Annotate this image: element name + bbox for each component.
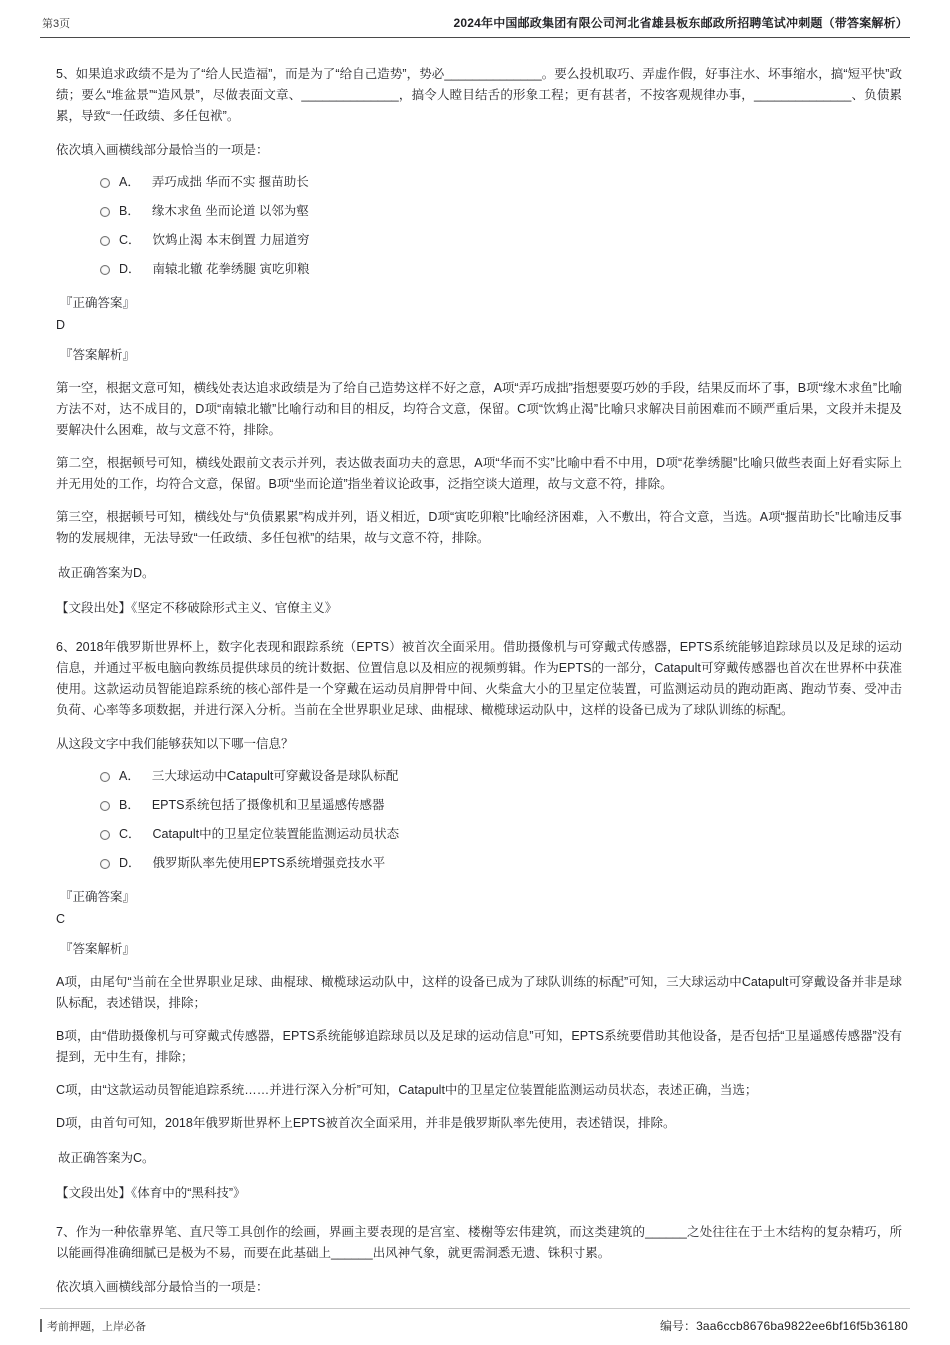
analysis-paragraph: B项，由“借助摄像机与可穿戴式传感器，EPTS系统能够追踪球员以及足球的运动信息”可知，EPTS系统要借助其他设备，是否包括“卫星遥感传感器”没有提到，无中生有，排除； (56, 1029, 902, 1064)
analysis-paragraph: A项，由尾句“当前在全世界职业足球、曲棍球、橄榄球运动队中，这样的设备已成为了球队训练的标配”可知，三大球运动中Catapult可穿戴设备并非是球队标配，表述错误，排除； (56, 975, 902, 1010)
option-text: 缘木求鱼 坐而论道 以邻为壑 (151, 204, 309, 218)
radio-button-icon[interactable] (100, 859, 110, 869)
option-letter: C． (119, 827, 141, 841)
footer-slogan: 考前押题，上岸必备 (47, 1320, 146, 1333)
answer-value: C (56, 912, 66, 926)
options-group (56, 168, 902, 284)
analysis-paragraph: D项，由首句可知，2018年俄罗斯世界杯上EPTS被首次全面采用，并非是俄罗斯队率先使用，表述错误，排除。 (56, 1116, 676, 1130)
option-row[interactable] (56, 791, 902, 820)
page-number: 第3页 (42, 18, 71, 30)
page-footer (40, 1308, 910, 1345)
analysis-paragraph: 第三空，根据顿号可知，横线处与“负债累累”构成并列，语义相近，D项“寅吃卯粮”比喻经济困难，入不敷出，符合文意，当选。A项“揠苗助长”比喻违反事物的发展规律，无法导致“一任政绩、多任包袱”的结果，故与文意不符，排除。 (56, 510, 902, 545)
option-letter: D． (119, 262, 141, 276)
radio-button-icon[interactable] (100, 830, 110, 840)
option-row[interactable] (56, 226, 902, 255)
analysis-paragraph: 第一空，根据文意可知，横线处表达追求政绩是为了给自己造势这样不好之意，A项“弄巧成拙”指想要耍巧妙的手段，结果反而坏了事，B项“缘木求鱼”比喻方法不对，达不成目的，D项“南辕北辙”比喻行动和目的相反，均符合文意，保留。C项“饮鸩止渴”比喻只求解决目前困难而不顾严重后果，文段并未提及要解决什么困难，故与文意不符，排除。 (56, 381, 902, 437)
radio-button-icon[interactable] (100, 801, 110, 811)
option-row[interactable] (56, 849, 902, 878)
option-text: 俄罗斯队率先使用EPTS系统增强竞技水平 (152, 856, 386, 870)
source-note: 【文段出处】《坚定不移破除形式主义、官僚主义》 (56, 601, 338, 615)
question-prompt: 依次填入画横线部分最恰当的一项是： (56, 1280, 269, 1294)
option-letter: B． (119, 798, 140, 812)
radio-button-icon[interactable] (100, 265, 110, 275)
option-text: EPTS系统包括了摄像机和卫星遥感传感器 (151, 798, 385, 812)
footer-marker-bar (40, 1319, 42, 1332)
document-title: 2024年中国邮政集团有限公司河北省雄县板东邮政所招聘笔试冲刺题（带答案解析） (453, 16, 908, 30)
source-note: 【文段出处】《体育中的“黑科技”》 (56, 1186, 246, 1200)
answer-header: 『正确答案』 (60, 890, 136, 904)
question-block (56, 1222, 902, 1298)
option-row[interactable] (56, 820, 902, 849)
answer-conclusion: 故正确答案为C。 (58, 1151, 155, 1165)
answer-value: D (56, 318, 66, 332)
option-row[interactable] (56, 197, 902, 226)
option-letter: A． (119, 175, 140, 189)
radio-button-icon[interactable] (100, 178, 110, 188)
option-text: 饮鸩止渴 本末倒置 力屈道穷 (152, 233, 310, 247)
question-block (56, 64, 902, 619)
option-letter: B． (119, 204, 140, 218)
analysis-header: 『答案解析』 (60, 348, 136, 362)
option-row[interactable] (56, 762, 902, 791)
questions (40, 38, 910, 1308)
radio-button-icon[interactable] (100, 772, 110, 782)
option-text: 弄巧成拙 华而不实 揠苗助长 (151, 175, 309, 189)
analysis-header: 『答案解析』 (60, 942, 136, 956)
question-prompt: 从这段文字中我们能够获知以下哪一信息？ (56, 737, 294, 751)
option-text: Catapult中的卫星定位装置能监测运动员状态 (152, 827, 400, 841)
option-letter: D． (119, 856, 141, 870)
page-header (40, 10, 910, 38)
footer-serial-code: 3aa6ccb8676ba9822ee6bf16f5b36180 (696, 1319, 908, 1333)
footer-serial-label: 编号： (660, 1319, 697, 1333)
analysis-paragraph: 第二空，根据顿号可知，横线处跟前文表示并列，表达做表面功夫的意思，A项“华而不实”比喻中看不中用，D项“花拳绣腿”比喻只做些表面上好看实际上并无用处的工作，均符合文意，保留。B项“坐而论道”指坐着议论政事，泛指空谈大道理，故与文意不符，排除。 (56, 456, 902, 491)
answer-conclusion: 故正确答案为D。 (58, 566, 155, 580)
answer-header: 『正确答案』 (60, 296, 136, 310)
question-stem: 5、如果追求政绩不是为了“给人民造福”，而是为了“给自己造势”，势必______________。要么投机取巧、弄虚作假，好事注水、坏事缩水，搞“短平快”政绩；要么“堆盆景”“造风景”，尽做表面文章、______________，搞令人瞠目结舌的形象工程；更有甚者，不按客观规律办事，______________、负债累累，导致“一任政绩、多任包袱”。 (56, 67, 902, 123)
option-letter: A． (119, 769, 140, 783)
options-group (56, 762, 902, 878)
option-text: 三大球运动中Catapult可穿戴设备是球队标配 (151, 769, 399, 783)
footer-slogan-wrap (40, 1318, 146, 1334)
option-text: 南辕北辙 花拳绣腿 寅吃卯粮 (152, 262, 310, 276)
radio-button-icon[interactable] (100, 236, 110, 246)
option-row[interactable] (56, 255, 902, 284)
question-stem: 6、2018年俄罗斯世界杯上，数字化表现和跟踪系统（EPTS）被首次全面采用。借助摄像机与可穿戴式传感器，EPTS系统能够追踪球员以及足球的运动信息，并通过平板电脑向教练员提供球员的统计数据、位置信息以及相应的视频剪辑。作为EPTS的一部分，Catapult可穿戴传感器也首次在世界杯中获准使用。这款运动员智能追踪系统的核心部件是一个穿戴在运动员肩胛骨中间、火柴盒大小的卫星定位装置，可监测运动员的跑动距离、跑动节奏、受冲击负荷、心率等多项数据，并进行深入分析。当前在全世界职业足球、曲棍球、橄榄球运动队中，这样的设备已成为了球队训练的标配。 (56, 640, 902, 717)
footer-serial (660, 1317, 908, 1334)
question-stem: 7、作为一种依靠界笔、直尺等工具创作的绘画，界画主要表现的是宫室、楼榭等宏伟建筑，而这类建筑的______之处往往在于土木结构的复杂精巧，所以能画得准确细腻已是极为不易，而要在此基础上______出风神气象，就更需洞悉无遗、铢积寸累。 (56, 1225, 902, 1260)
option-letter: C． (119, 233, 141, 247)
question-block (56, 637, 902, 1204)
option-row[interactable] (56, 168, 902, 197)
question-prompt: 依次填入画横线部分最恰当的一项是： (56, 143, 269, 157)
analysis-paragraph: C项，由“这款运动员智能追踪系统……并进行深入分析”可知，Catapult中的卫星定位装置能监测运动员状态，表述正确，当选； (56, 1083, 758, 1097)
radio-button-icon[interactable] (100, 207, 110, 217)
